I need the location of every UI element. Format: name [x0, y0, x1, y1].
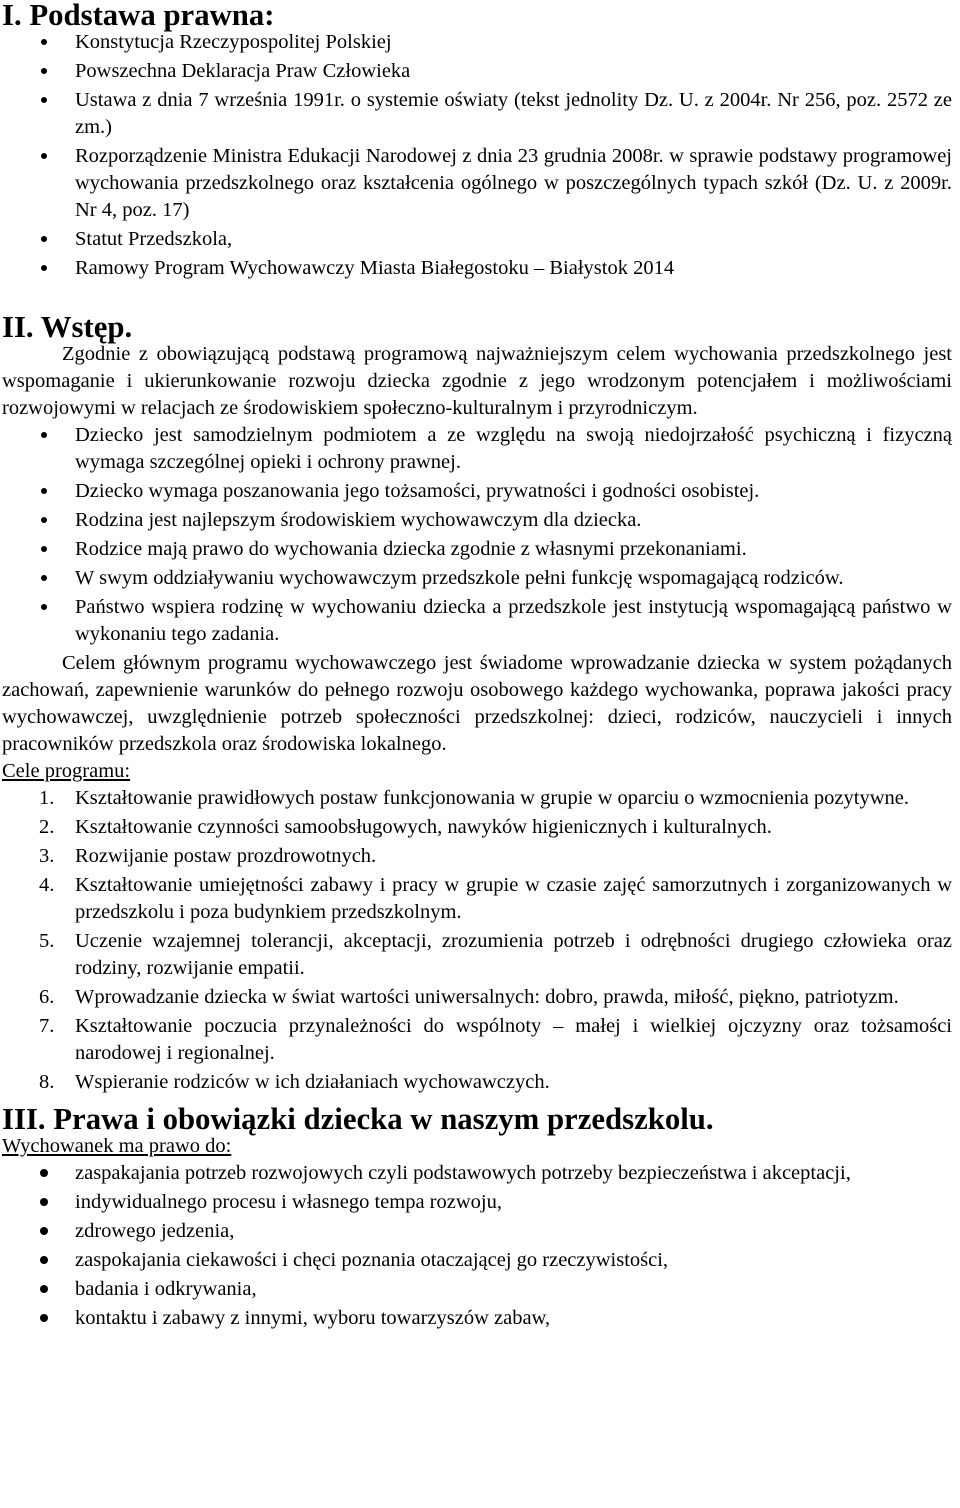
list-item: Rodzice mają prawo do wychowania dziecka zgodnie z własnymi przekonaniami.: [2, 536, 952, 563]
section-3-heading: III. Prawa i obowiązki dziecka w naszym przedszkolu.: [2, 1102, 714, 1136]
list-item: Rozporządzenie Ministra Edukacji Narodowej z dnia 23 grudnia 2008r. w sprawie podstawy programowej wychowania przedszkolnego oraz kształcenia ogólnego w poszczególnych typach szkół (Dz. U. z 2009r. Nr 4, poz. 17): [2, 143, 952, 224]
goal-text: Kształtowanie umiejętności zabawy i pracy w grupie w czasie zajęć samorzutnych i zorganizowanych w przedszkolu i poza budynkiem przedszkolnym.: [75, 874, 952, 923]
goals-heading: Cele programu:: [2, 760, 131, 782]
goal-number: 2.: [39, 816, 55, 838]
list-item: kontaktu i zabawy z innymi, wyboru towarzyszów zabaw,: [2, 1305, 952, 1332]
list-item: Statut Przedszkola,: [2, 226, 952, 253]
rights-list: [2, 1160, 960, 1332]
goal-item: [2, 984, 952, 1011]
intro-paragraph: Zgodnie z obowiązującą podstawą programową najważniejszym celem wychowania przedszkolnego jest wspomaganie i ukierunkowanie rozwoju dziecka zgodnie z jego wrodzonym potencjałem i możliwościami rozwojowymi w relacjach ze środowiskiem społeczno-kulturalnym i przyrodniczym.: [2, 343, 952, 419]
goal-item: [2, 872, 952, 926]
list-item: Dziecko jest samodzielnym podmiotem a ze względu na swoją niedojrzałość psychiczną i fizyczną wymaga szczególnej opieki i ochrony prawnej.: [2, 422, 952, 476]
list-item: W swym oddziaływaniu wychowawczym przedszkole pełni funkcję wspomagającą rodziców.: [2, 565, 952, 592]
list-item: Konstytucja Rzeczypospolitej Polskiej: [2, 29, 952, 56]
goal-number: 6.: [39, 986, 55, 1008]
goal-item: [2, 928, 952, 982]
goal-text: Kształtowanie prawidłowych postaw funkcjonowania w grupie w oparciu o wzmocnienia pozytywne.: [75, 787, 909, 809]
goal-text: Rozwijanie postaw prozdrowotnych.: [75, 845, 377, 867]
goals-list: [2, 785, 960, 1096]
list-item: Ramowy Program Wychowawczy Miasta Białegostoku – Białystok 2014: [2, 255, 952, 282]
list-item: Rodzina jest najlepszym środowiskiem wychowawczym dla dziecka.: [2, 507, 952, 534]
list-item: indywidualnego procesu i własnego tempa rozwoju,: [2, 1189, 952, 1216]
goal-item: [2, 814, 952, 841]
section-1-heading: I. Podstawa prawna:: [2, 0, 275, 32]
list-item: badania i odkrywania,: [2, 1276, 952, 1303]
list-item: Ustawa z dnia 7 września 1991r. o systemie oświaty (tekst jednolity Dz. U. z 2004r. Nr 256, poz. 2572 ze zm.): [2, 87, 952, 141]
goal-text: Wprowadzanie dziecka w świat wartości uniwersalnych: dobro, prawda, miłość, piękno, patriotyzm.: [75, 986, 899, 1008]
list-item: Dziecko wymaga poszanowania jego tożsamości, prywatności i godności osobistej.: [2, 478, 952, 505]
goal-item: [2, 785, 952, 812]
list-item: Powszechna Deklaracja Praw Człowieka: [2, 58, 952, 85]
goal-text: Kształtowanie poczucia przynależności do wspólnoty – małej i wielkiej ojczyzny oraz tożsamości narodowej i regionalnej.: [75, 1015, 952, 1064]
section-2-heading: II. Wstęp.: [2, 310, 133, 344]
rights-heading: Wychowanek ma prawo do:: [2, 1135, 232, 1157]
list-item: Państwo wspiera rodzinę w wychowaniu dziecka a przedszkole jest instytucją wspomagającą państwo w wykonaniu tego zadania.: [2, 594, 952, 648]
list-item: zaspakajania potrzeb rozwojowych czyli podstawowych potrzeby bezpieczeństwa i akceptacji,: [2, 1160, 952, 1187]
goal-text: Uczenie wzajemnej tolerancji, akceptacji, zrozumienia potrzeb i odrębności drugiego człowieka oraz rodziny, rozwijanie empatii.: [75, 930, 952, 979]
goal-number: 4.: [39, 874, 55, 896]
goal-number: 3.: [39, 845, 55, 867]
goal-text: Kształtowanie czynności samoobsługowych, nawyków higienicznych i kulturalnych.: [75, 816, 772, 838]
goal-item: [2, 1069, 952, 1096]
goal-text: Wspieranie rodziców w ich działaniach wychowawczych.: [75, 1071, 550, 1093]
goal-number: 8.: [39, 1071, 55, 1093]
goal-item: [2, 1013, 952, 1067]
goal-paragraph: Celem głównym programu wychowawczego jest świadome wprowadzanie dziecka w system pożądanych zachowań, zapewnienie warunków do pełnego rozwoju osobowego każdego wychowanka, poprawa jakości pracy wychowawczej, uwzględnienie potrzeb społeczności przedszkolnej: dzieci, rodziców, nauczycieli i innych pracowników przedszkola oraz środowiska lokalnego.: [2, 652, 952, 755]
goal-number: 1.: [39, 787, 55, 809]
list-item: zaspokajania ciekawości i chęci poznania otaczającej go rzeczywistości,: [2, 1247, 952, 1274]
goal-number: 5.: [39, 930, 55, 952]
goal-number: 7.: [39, 1015, 55, 1037]
legal-basis-list: [2, 29, 960, 282]
principles-list: [2, 422, 960, 648]
list-item: zdrowego jedzenia,: [2, 1218, 952, 1245]
goal-item: [2, 843, 952, 870]
